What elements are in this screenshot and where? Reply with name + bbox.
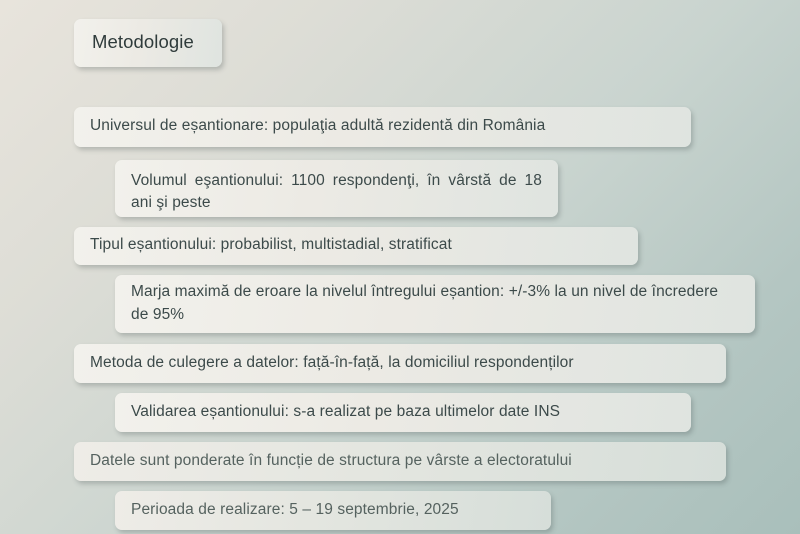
slide-title: Metodologie: [92, 31, 194, 53]
methodology-item-8: [115, 491, 551, 530]
methodology-item-8-text: Perioada de realizare: 5 – 19 septembrie, 2025: [131, 500, 459, 518]
methodology-item-2-text: Volumul eşantionului: 1100 respondenţi, în vârstă de 18 ani şi peste: [131, 172, 542, 212]
methodology-item-4: [115, 275, 755, 333]
methodology-item-2: [115, 160, 558, 217]
methodology-item-4-text: Marja maximă de eroare la nivelul întregului eșantion: +/-3% la un nivel de încredere de 95%: [131, 283, 719, 323]
methodology-item-5-text: Metoda de culegere a datelor: față-în-față, la domiciliul respondenților: [90, 353, 574, 371]
methodology-item-1-text: Universul de eșantionare: populaţia adultă rezidentă din România: [90, 117, 546, 135]
methodology-item-7-text: Datele sunt ponderate în funcție de structura pe vârste a electoratului: [90, 451, 572, 469]
slide-title-card: [74, 19, 222, 67]
methodology-item-3-text: Tipul eșantionului: probabilist, multistadial, stratificat: [90, 236, 452, 254]
methodology-item-3: [74, 227, 638, 265]
methodology-item-5: [74, 344, 726, 383]
methodology-item-6: [115, 393, 691, 432]
methodology-item-6-text: Validarea eșantionului: s-a realizat pe baza ultimelor date INS: [131, 402, 561, 420]
methodology-item-1: [74, 107, 691, 147]
methodology-item-7: [74, 442, 726, 481]
